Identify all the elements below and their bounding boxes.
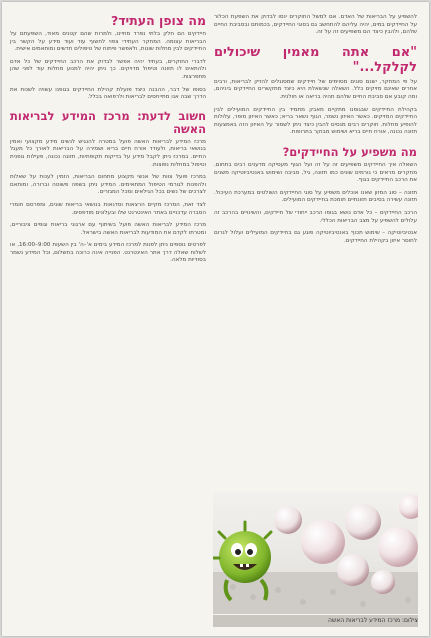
section-heading-info-center: חשוב לדעת: מרכז המידע לבריאות האשה	[10, 108, 206, 136]
paragraph: הרכב החיידקים – כל אדם נושא בגופו הרכב ייחודי של חיידקים, והשינויים בהרכב זה עלולים להשפיע על מצב הבריאות הכללי.	[214, 209, 417, 224]
right-column	[214, 14, 417, 250]
paragraph: בסופו של דבר, ההבנה כיצד פועלת קהילת החיידקים בגופנו עשויה לשנות את הדרך שבה אנו מתייחסים לבריאות ולרפואה בכלל.	[10, 86, 206, 101]
paragraph: לדברי החוקרים, בעתיד יהיה אפשר לבדוק את הרכב החיידקים של כל אדם ולהתאים לו תזונה וטיפול מדויקים. כך ניתן יהיה למנוע מחלות עוד לפני שהן מתפרצות.	[10, 58, 206, 80]
section-heading-belief: "אם אתה מאמין שיכולים לקלקל..."	[214, 44, 417, 75]
paragraph: תזונה – סוג המזון שאנו אוכלים משפיע על סוגי החיידקים השולטים במערכת העיכול. תזונה עשירה בסיבים תזונתיים תומכת בחיידקים המועילים.	[214, 189, 417, 204]
paragraph: בקהילת החיידקים שבגופנו מתקיים מאבק מתמיד בין החיידקים המועילים לבין החיידקים המזיקים. כאשר האיזון נשמר, הגוף נשאר בריא; כאשר האיזון מופר, עלולות להופיע מחלות. חוקרים רבים מנסים להבין כיצד ניתן לשמור על האיזון הזה באמצעות תזונה נכונה, אורח חיים בריא ושימוש מבוקר בתרופות.	[214, 106, 417, 136]
paragraph: על פי המחקר, ישנם סוגים מסוימים של חיידקים שמסוגלים להזיק לבריאות, ורבים אחרים שאינם מזיקים כלל. השאלה שנשאלת היא כיצד מתקשרים החיידקים ביניהם, ומה קובע אם סביבת החיים שלהם תהיה בריאה או חולנית.	[214, 78, 417, 100]
paragraph: מרכז המידע לבריאות האשה פועל במטרה להנגיש לנשים מידע מקצועי ואמין בנושאי בריאות, ולעודד אורח חיים בריא ושמירה על הבריאות לאורך כל מעגל החיים. במרכז ניתן לקבל מידע על בדיקות תקופתיות, תזונה נכונה, פעילות גופנית וטיפול במחלות נפוצות.	[10, 138, 206, 168]
paragraph: לצד זאת, המרכז מקיים הרצאות וסדנאות בנושאי בריאות שונים, ומפרסם חומרי הסברה עדכניים באתר האינטרנט שלו ובעלונים מודפסים.	[10, 201, 206, 216]
paragraph: מרכז המידע לבריאות האשה פועל בשיתוף עם ארגוני בריאות וגופים ציבוריים, ומטרתו לקדם את המודעות לבריאות האשה בישראל.	[10, 222, 206, 236]
paragraph: במרכז פועל צוות של אנשי מקצוע מתחום הבריאות, הזמין לענות על שאלות ולהפנות לגורמי הטיפול המתאימים. המידע ניתן בשפה פשוטה וברורה, ומותאם לצרכים של נשים בכל הגילאים ומכל המגזרים.	[10, 174, 206, 196]
image-caption: צילום: מרכז המידע לבריאות האשה	[213, 615, 418, 627]
paragraph: השאלה איך החיידקים משפיעים זה על זה ועל הגוף מעסיקה מדענים רבים בתחום. מחקרים מראים כי גורמים שונים כמו תזונה, גיל, סביבה ושימוש באנטיביוטיקה משנים את הרכב החיידקים בגוף.	[214, 161, 417, 184]
bacteria-scene-image	[213, 492, 418, 614]
bacteria-illustration	[213, 492, 418, 614]
section-heading-what-affects: מה משפיע על החיידקים?	[282, 144, 417, 159]
left-column	[10, 14, 206, 270]
paragraph: אנטיביוטיקה – שימוש תכוף באנטיביוטיקה פוגע גם בחיידקים המועילים ועלול לגרום לחוסר איזון בקהילת החיידקים.	[214, 230, 417, 244]
section-heading-future: מה צופן העתיד?	[110, 13, 206, 28]
intro-paragraph: להשפיע על הבריאות של האדם. אם למשל החוקרים ינסו לבדוק את השפעת הכלור על החיידקים במים, יהיה עליהם להתחשב גם בסוגי החיידקים, בכמותם ובסביבת החיים שלהם, ולהבין כיצד הם משפיעים זה על זה.	[214, 14, 417, 36]
paragraph: לפרטים נוספים ניתן לפנות למרכז המידע בימים א'–ה' בין השעות 9:00–16:00, או לשלוח שאלה דרך אתר האינטרנט. הפנייה אינה כרוכה בתשלום, וכל המידע נשמר בסודיות מלאה.	[10, 242, 206, 264]
magazine-page	[2, 2, 429, 636]
paragraph: חיידקים הם חלק בלתי נפרד מחיינו, ולמרות שהם קטנים מאוד, השפעתם על הבריאות עצומה. המחקר העתידי צפוי לחשוף עוד ועוד מידע על הקשר בין החיידקים לבין מחלות שונות, ולאפשר פיתוח של טיפולים חדשים ומותאמים אישית.	[10, 31, 206, 53]
